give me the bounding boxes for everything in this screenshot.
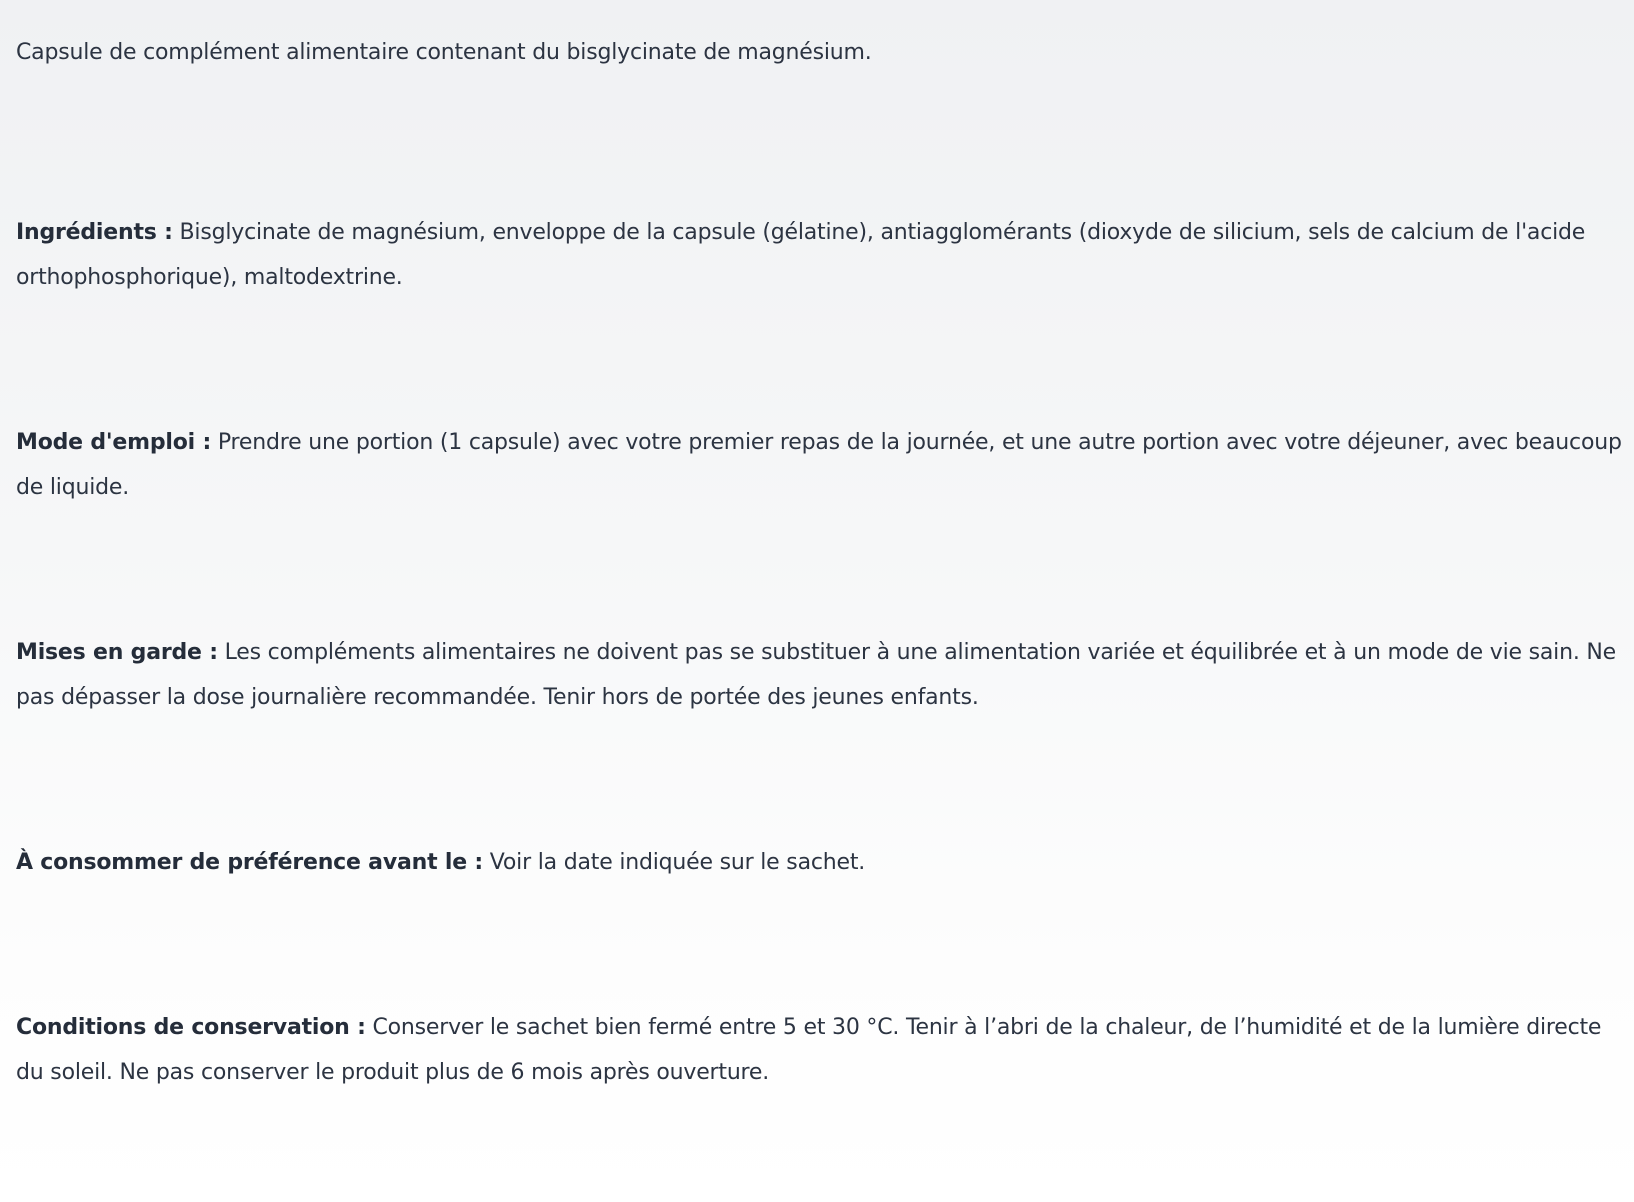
product-intro: Capsule de complément alimentaire contenant du bisglycinate de magnésium. xyxy=(16,40,872,65)
ingredients-label: Ingrédients : xyxy=(16,220,173,245)
usage-paragraph xyxy=(16,420,1628,510)
product-description xyxy=(16,30,1628,1095)
best-before-label: À consommer de préférence avant le : xyxy=(16,850,483,875)
best-before-paragraph xyxy=(16,840,1628,885)
ingredients-paragraph xyxy=(16,210,1628,300)
storage-paragraph xyxy=(16,1005,1628,1095)
warnings-label: Mises en garde : xyxy=(16,640,218,665)
best-before-text: Voir la date indiquée sur le sachet. xyxy=(482,850,866,875)
usage-label: Mode d'emploi : xyxy=(16,430,212,455)
ingredients-text: Bisglycinate de magnésium, enveloppe de la capsule (gélatine), antiagglomérants (dioxyde de silicium, sels de calcium de l'acide orthophosphorique), maltodextrine. xyxy=(16,220,1586,290)
storage-text: Conserver le sachet bien fermé entre 5 et 30 °C. Tenir à l’abri de la chaleur, de l’humidité et de la lumière directe du soleil. Ne pas conserver le produit plus de 6 mois après ouverture. xyxy=(16,1015,1602,1085)
warnings-text: Les compléments alimentaires ne doivent pas se substituer à une alimentation variée et équilibrée et à un mode de vie sain. Ne pas dépasser la dose journalière recommandée. Tenir hors de portée des jeunes enfants. xyxy=(16,640,1617,710)
usage-text: Prendre une portion (1 capsule) avec votre premier repas de la journée, et une autre portion avec votre déjeuner, avec beaucoup de liquide. xyxy=(16,430,1622,500)
warnings-paragraph xyxy=(16,630,1628,720)
storage-label: Conditions de conservation : xyxy=(16,1015,366,1040)
